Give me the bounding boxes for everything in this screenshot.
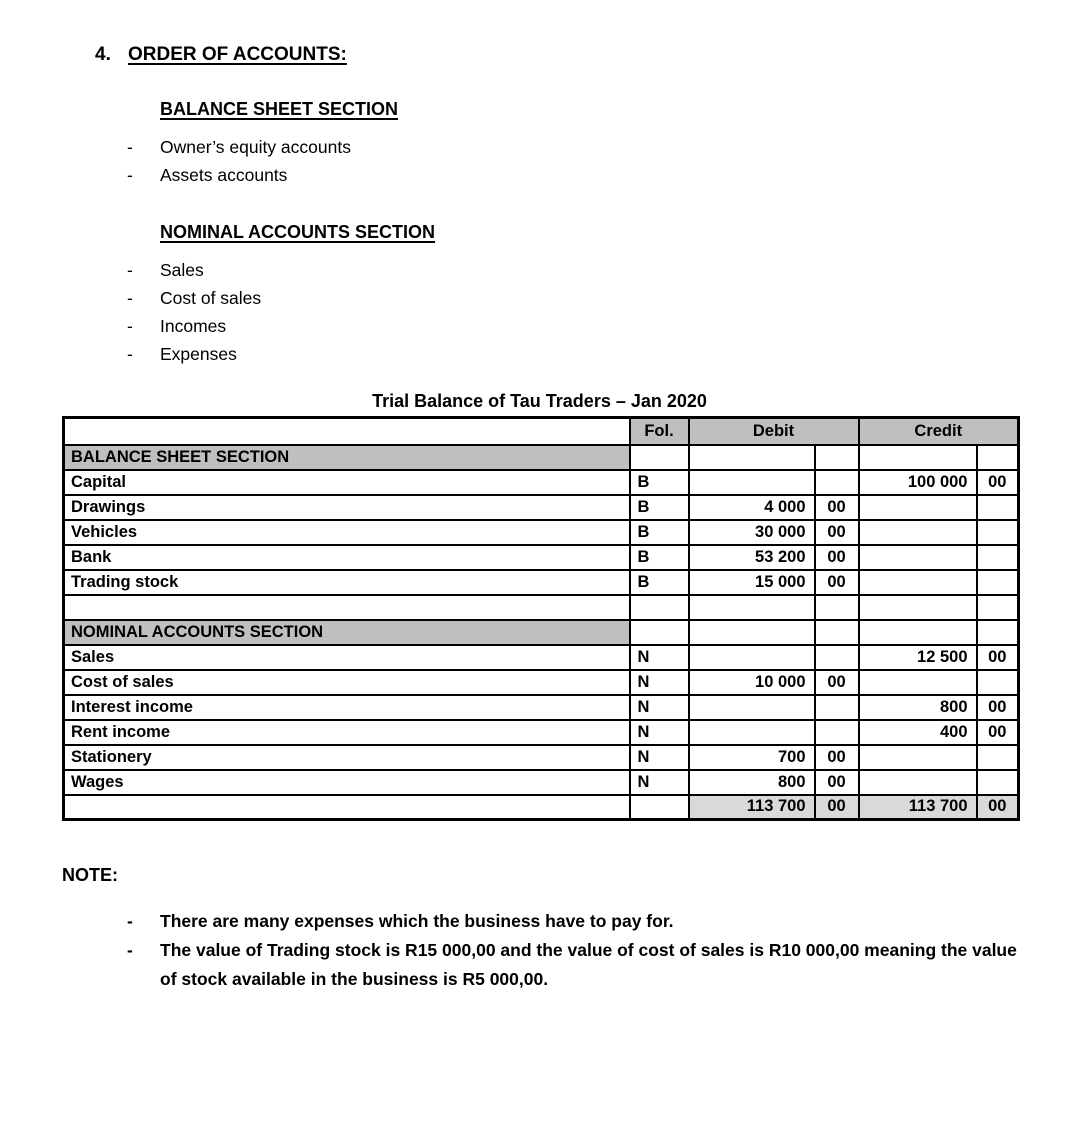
cell-debit-amount: 113 700: [689, 795, 815, 820]
dash-bullet: -: [127, 940, 133, 960]
cell-debit-cents: 00: [815, 745, 859, 770]
table-row: [64, 545, 1019, 570]
cell-credit-cents: 00: [977, 720, 1019, 745]
dash-bullet: -: [127, 911, 133, 931]
header-cell-empty: [64, 418, 630, 445]
dash-bullet: -: [127, 137, 133, 157]
table-row: [64, 695, 1019, 720]
cell-debit-cents: 00: [815, 670, 859, 695]
table-row: [64, 495, 1019, 520]
cell-credit-cents: 00: [977, 470, 1019, 495]
cell-debit-amount: [689, 620, 815, 645]
cell-debit-cents: 00: [815, 570, 859, 595]
cell-credit-amount: [859, 520, 977, 545]
cell-credit-amount: [859, 745, 977, 770]
dash-bullet: -: [127, 288, 133, 308]
table-row: [64, 470, 1019, 495]
cell-account-name: Capital: [64, 470, 630, 495]
cell-account-name: BALANCE SHEET SECTION: [64, 445, 630, 470]
cell-credit-cents: [977, 670, 1019, 695]
list-item-text: Incomes: [160, 316, 227, 336]
cell-account-name: Stationery: [64, 745, 630, 770]
cell-account-name: NOMINAL ACCOUNTS SECTION: [64, 620, 630, 645]
table-row: [64, 520, 1019, 545]
list-item-text: Sales: [160, 260, 204, 280]
dash-bullet: -: [127, 316, 133, 336]
cell-debit-cents: 00: [815, 545, 859, 570]
cell-debit-cents: [815, 695, 859, 720]
cell-credit-cents: [977, 520, 1019, 545]
list-item: [0, 936, 1080, 994]
cell-debit-amount: 10 000: [689, 670, 815, 695]
balance-sheet-section-list: [0, 133, 1080, 189]
table-blank-row: [64, 595, 1019, 620]
cell-fol: N: [630, 670, 689, 695]
cell-credit-amount: [859, 495, 977, 520]
table-row: [64, 670, 1019, 695]
cell-fol: N: [630, 745, 689, 770]
cell-credit-cents: [977, 495, 1019, 520]
cell-debit-cents: 00: [815, 770, 859, 795]
nominal-accounts-section-list: [0, 256, 1080, 368]
cell-debit-amount: 30 000: [689, 520, 815, 545]
cell-debit-amount: [689, 445, 815, 470]
cell-debit-cents: [815, 470, 859, 495]
cell-credit-amount: 12 500: [859, 645, 977, 670]
cell-credit-cents: 00: [977, 795, 1019, 820]
cell-credit-amount: 800: [859, 695, 977, 720]
cell-credit-cents: [977, 595, 1019, 620]
cell-account-name: Trading stock: [64, 570, 630, 595]
list-item: [0, 256, 1080, 284]
cell-debit-cents: 00: [815, 495, 859, 520]
cell-credit-amount: [859, 545, 977, 570]
cell-debit-amount: [689, 720, 815, 745]
note-list: [0, 907, 1080, 994]
table-row: [64, 770, 1019, 795]
list-item: [0, 340, 1080, 368]
table-header-row: [64, 418, 1019, 445]
main-heading: [95, 44, 1080, 66]
cell-credit-cents: [977, 745, 1019, 770]
cell-debit-cents: [815, 720, 859, 745]
cell-fol: N: [630, 695, 689, 720]
cell-credit-cents: [977, 445, 1019, 470]
list-item-text: Owner’s equity accounts: [160, 137, 351, 157]
balance-sheet-section-heading: BALANCE SHEET SECTION: [160, 99, 399, 119]
cell-credit-cents: 00: [977, 645, 1019, 670]
heading-text: ORDER OF ACCOUNTS:: [128, 44, 347, 65]
heading-number: 4.: [95, 44, 111, 65]
cell-debit-cents: 00: [815, 795, 859, 820]
dash-bullet: -: [127, 260, 133, 280]
cell-fol: B: [630, 520, 689, 545]
header-cell-fol: Fol.: [630, 418, 689, 445]
trial-balance-body: [64, 445, 1019, 820]
cell-fol: [630, 795, 689, 820]
cell-account-name: Cost of sales: [64, 670, 630, 695]
cell-credit-cents: [977, 545, 1019, 570]
cell-credit-cents: [977, 770, 1019, 795]
list-item-text: Expenses: [160, 344, 237, 364]
cell-credit-amount: [859, 770, 977, 795]
cell-credit-cents: 00: [977, 695, 1019, 720]
list-item-text: Assets accounts: [160, 165, 288, 185]
table-row: [64, 720, 1019, 745]
cell-credit-amount: 100 000: [859, 470, 977, 495]
cell-account-name: [64, 795, 630, 820]
table-row: [64, 645, 1019, 670]
cell-fol: N: [630, 720, 689, 745]
cell-debit-cents: [815, 445, 859, 470]
cell-fol: [630, 445, 689, 470]
cell-debit-cents: 00: [815, 520, 859, 545]
cell-credit-amount: [859, 445, 977, 470]
dash-bullet: -: [127, 344, 133, 364]
cell-debit-amount: [689, 595, 815, 620]
cell-account-name: Vehicles: [64, 520, 630, 545]
cell-debit-cents: [815, 595, 859, 620]
cell-credit-amount: [859, 595, 977, 620]
cell-fol: N: [630, 770, 689, 795]
list-item-text: Cost of sales: [160, 288, 262, 308]
cell-fol: B: [630, 570, 689, 595]
cell-account-name: Bank: [64, 545, 630, 570]
table-section-row: [64, 620, 1019, 645]
document-page: [0, 44, 1080, 1123]
cell-debit-amount: 15 000: [689, 570, 815, 595]
cell-fol: B: [630, 545, 689, 570]
note-heading: NOTE:: [62, 865, 118, 885]
cell-credit-amount: [859, 620, 977, 645]
cell-debit-amount: [689, 695, 815, 720]
list-item: [0, 312, 1080, 340]
list-item-text: The value of Trading stock is R15 000,00 and the value of cost of sales is R10 000,00 meaning the value of stock available in the business is R5 000,00.: [160, 940, 1017, 989]
cell-account-name: Interest income: [64, 695, 630, 720]
cell-credit-amount: [859, 670, 977, 695]
cell-credit-amount: [859, 570, 977, 595]
cell-fol: N: [630, 645, 689, 670]
list-item: [0, 161, 1080, 189]
cell-credit-cents: [977, 620, 1019, 645]
table-section-row: [64, 445, 1019, 470]
cell-debit-amount: 53 200: [689, 545, 815, 570]
cell-debit-amount: [689, 645, 815, 670]
dash-bullet: -: [127, 165, 133, 185]
trial-balance-table: [62, 416, 1020, 821]
cell-fol: B: [630, 495, 689, 520]
list-item: [0, 284, 1080, 312]
cell-fol: B: [630, 470, 689, 495]
nominal-accounts-section-heading: NOMINAL ACCOUNTS SECTION: [160, 222, 436, 242]
cell-debit-amount: 700: [689, 745, 815, 770]
cell-credit-amount: 113 700: [859, 795, 977, 820]
list-item: [0, 907, 1080, 936]
cell-credit-amount: 400: [859, 720, 977, 745]
list-item: [0, 133, 1080, 161]
cell-account-name: Wages: [64, 770, 630, 795]
list-item-text: There are many expenses which the business have to pay for.: [160, 911, 674, 931]
cell-account-name: Drawings: [64, 495, 630, 520]
cell-fol: [630, 595, 689, 620]
table-total-row: [64, 795, 1019, 820]
cell-account-name: Sales: [64, 645, 630, 670]
cell-debit-cents: [815, 645, 859, 670]
cell-account-name: Rent income: [64, 720, 630, 745]
cell-fol: [630, 620, 689, 645]
cell-debit-amount: 800: [689, 770, 815, 795]
header-cell-credit: Credit: [859, 418, 1019, 445]
header-cell-debit: Debit: [689, 418, 859, 445]
cell-credit-cents: [977, 570, 1019, 595]
trial-balance-title: Trial Balance of Tau Traders – Jan 2020: [372, 391, 707, 411]
cell-account-name: [64, 595, 630, 620]
cell-debit-amount: 4 000: [689, 495, 815, 520]
table-row: [64, 570, 1019, 595]
cell-debit-amount: [689, 470, 815, 495]
table-row: [64, 745, 1019, 770]
cell-debit-cents: [815, 620, 859, 645]
